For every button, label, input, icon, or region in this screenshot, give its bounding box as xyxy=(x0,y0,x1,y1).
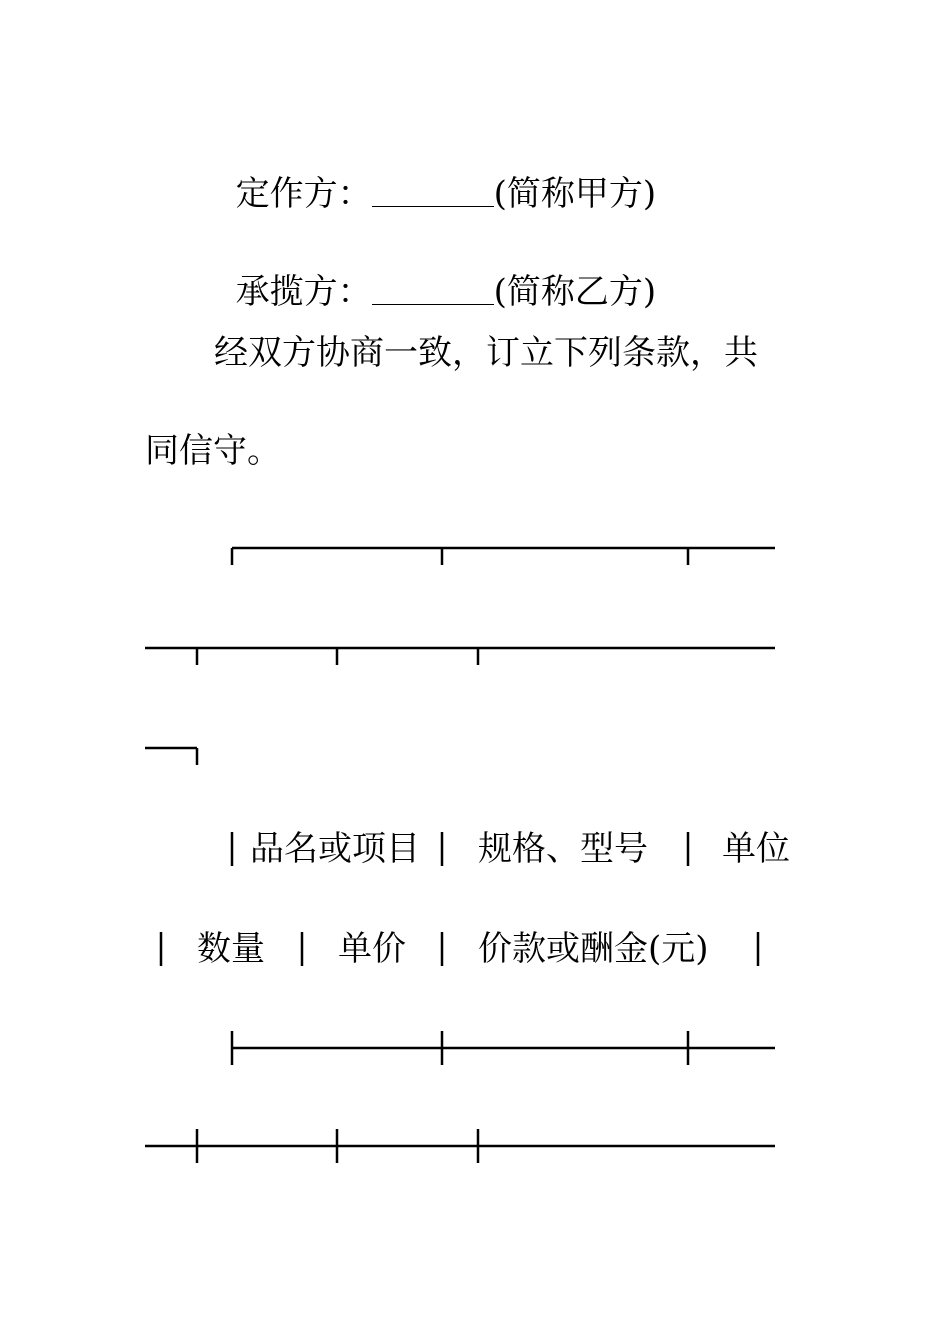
header-row2-separators xyxy=(161,932,758,966)
agreement-paragraph-line2: 同信守。 xyxy=(145,431,281,471)
table-middle-rule-1 xyxy=(232,1031,775,1065)
orderer-label: 定作方： xyxy=(235,174,372,214)
header-cell-quantity: 数量 xyxy=(197,929,265,969)
header-cell-amount: 价款或酬金(元) xyxy=(478,929,709,969)
table-top-border-2 xyxy=(145,648,775,665)
contractor-label: 承揽方： xyxy=(235,272,372,312)
orderer-suffix: (简称甲方) xyxy=(493,174,657,214)
header-cell-unit-price: 单价 xyxy=(338,929,406,969)
table-top-border-1 xyxy=(232,548,775,565)
table-middle-rule-2 xyxy=(145,1129,775,1163)
header-row1-separators xyxy=(232,832,688,866)
table-top-corner xyxy=(145,748,197,765)
header-cell-spec-model: 规格、型号 xyxy=(478,829,648,869)
contractor-suffix: (简称乙方) xyxy=(493,272,657,312)
header-cell-unit: 单位 xyxy=(722,829,790,869)
header-cell-item-name: 品名或项目 xyxy=(250,829,420,869)
agreement-paragraph-line1: 经双方协商一致，订立下列条款，共 xyxy=(214,333,758,373)
